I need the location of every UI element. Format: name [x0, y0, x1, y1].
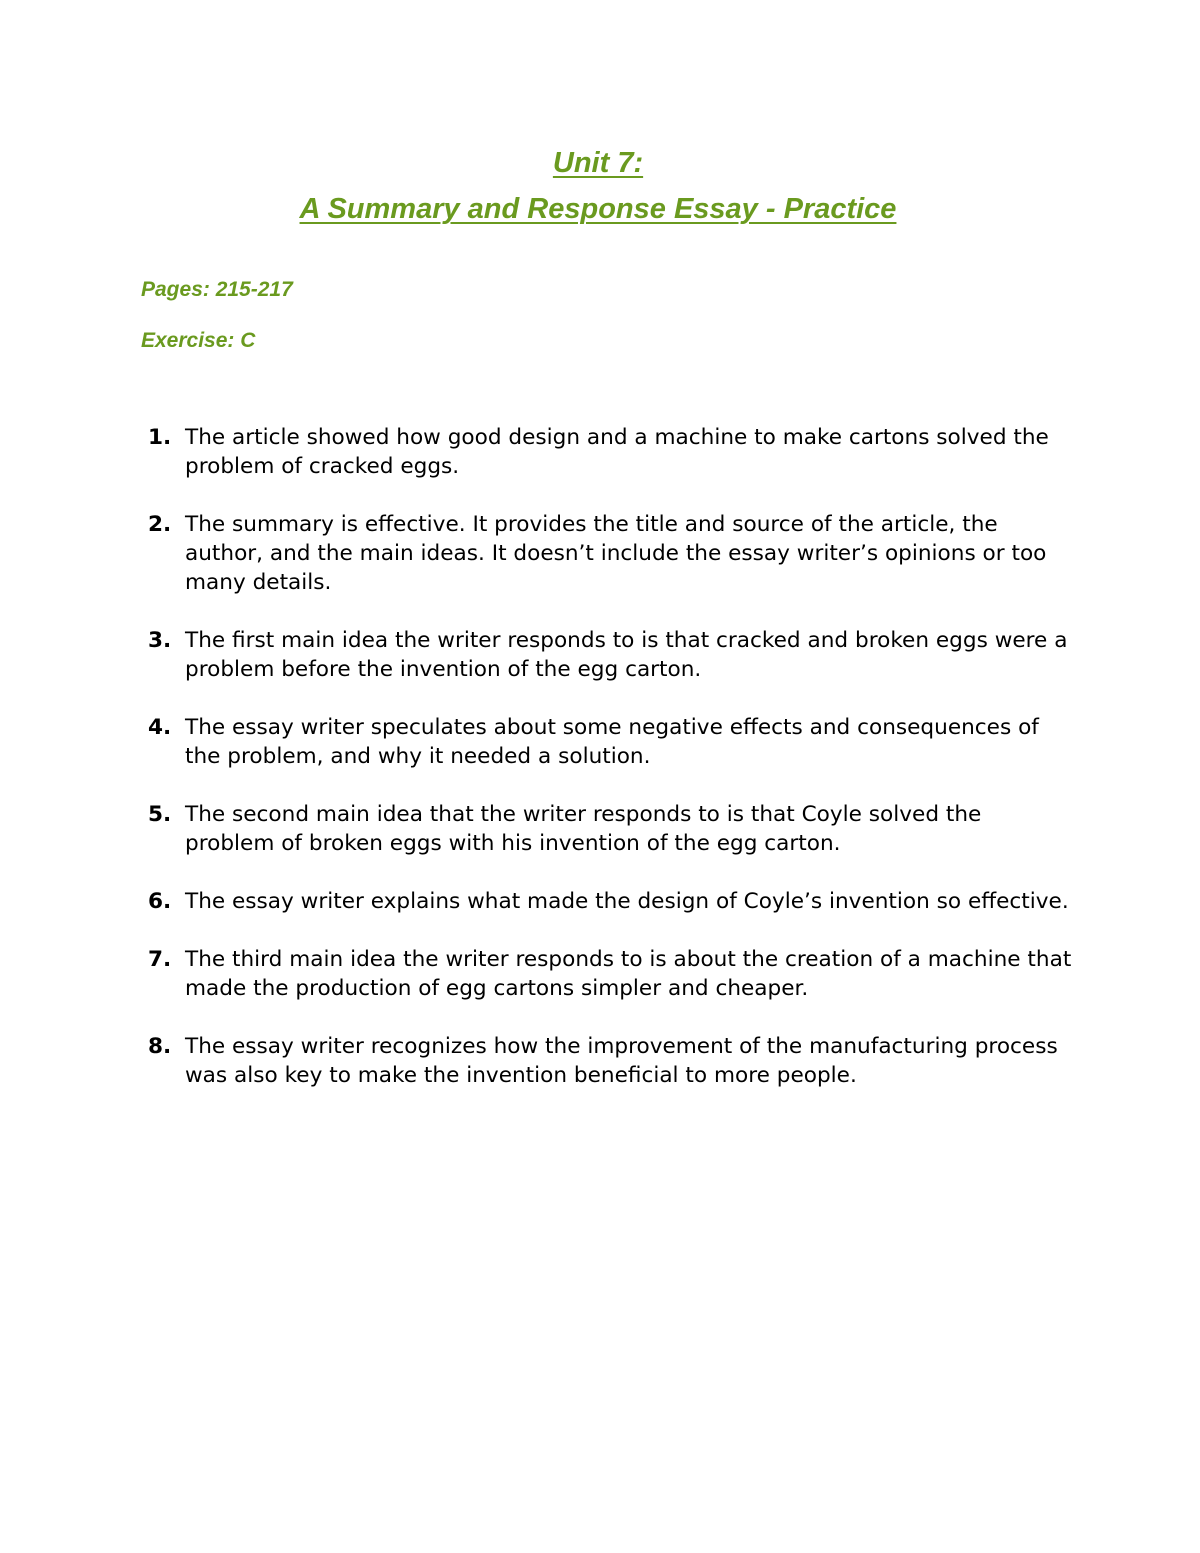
answer-text: The summary is effective. It provides the title and source of the article, the author, and the main ideas. It doesn’t include the essay writer’s opinions or too many details.	[185, 512, 1047, 595]
answer-item-5	[0, 800, 1075, 858]
answer-item-6	[0, 887, 1075, 916]
pages-label: Pages: 215-217	[141, 278, 293, 301]
answer-number: 8.	[148, 1034, 172, 1059]
answer-item-4	[0, 713, 1075, 771]
answer-number: 2.	[148, 512, 172, 537]
title-line-unit: Unit 7:	[552, 147, 644, 179]
answer-text: The first main idea the writer responds to is that cracked and broken eggs were a problem before the invention of the egg carton.	[185, 628, 1068, 682]
title-line-essay: A Summary and Response Essay - Practice	[299, 193, 897, 225]
answer-list	[0, 423, 1200, 1119]
answer-item-7	[0, 945, 1075, 1003]
answer-number: 4.	[148, 715, 172, 740]
answer-text: The second main idea that the writer responds to is that Coyle solved the problem of broken eggs with his invention of the egg carton.	[185, 802, 982, 856]
answer-text: The third main idea the writer responds to is about the creation of a machine that made the production of egg cartons simpler and cheaper.	[185, 947, 1072, 1001]
answer-text: The essay writer explains what made the design of Coyle’s invention so effective.	[185, 889, 1069, 914]
answer-number: 3.	[148, 628, 172, 653]
answer-number: 5.	[148, 802, 172, 827]
answer-text: The essay writer recognizes how the improvement of the manufacturing process was also key to make the invention beneficial to more people.	[185, 1034, 1058, 1088]
answer-item-8	[0, 1032, 1075, 1090]
answer-item-2	[0, 510, 1075, 597]
exercise-label: Exercise: C	[141, 329, 256, 352]
answer-item-3	[0, 626, 1075, 684]
answer-text: The article showed how good design and a machine to make cartons solved the problem of cracked eggs.	[185, 425, 1049, 479]
answer-number: 7.	[148, 947, 172, 972]
answer-number: 6.	[148, 889, 172, 914]
answer-number: 1.	[148, 425, 172, 450]
document-title	[0, 140, 1196, 232]
answer-item-1	[0, 423, 1075, 481]
answer-text: The essay writer speculates about some negative effects and consequences of the problem, and why it needed a solution.	[185, 715, 1039, 769]
